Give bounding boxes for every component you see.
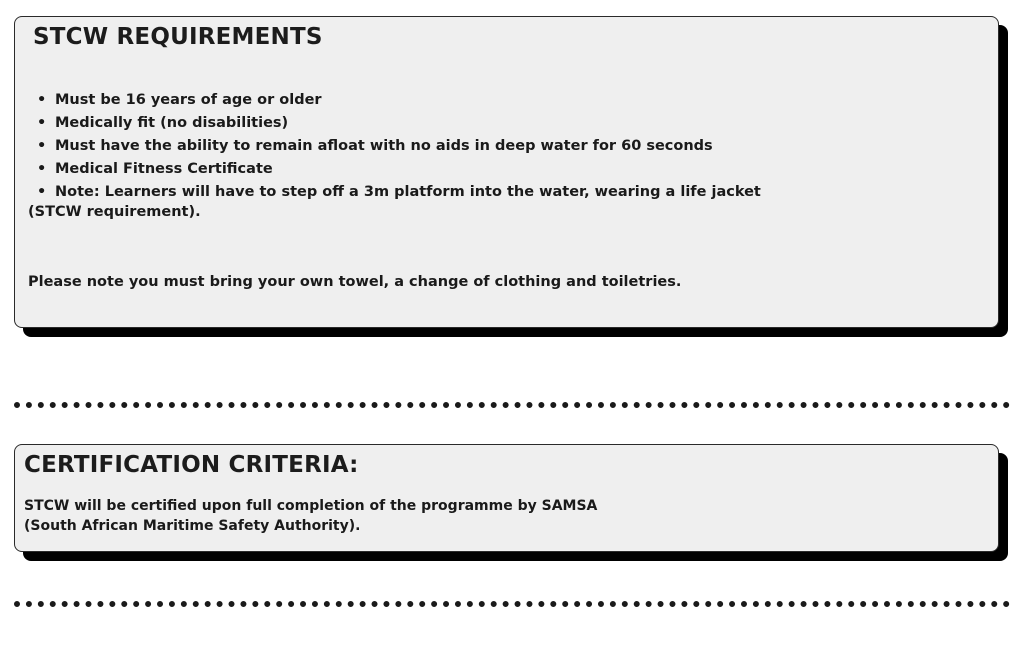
requirements-title: STCW REQUIREMENTS (33, 24, 323, 50)
list-item: • Must have the ability to remain afloat with no aids in deep water for 60 seconds (35, 135, 761, 158)
list-item: • Medical Fitness Certificate (35, 158, 761, 181)
requirements-continuation: (STCW requirement). (28, 204, 201, 220)
requirements-card (14, 16, 999, 328)
bring-items-note: Please note you must bring your own towel, a change of clothing and toiletries. (28, 274, 682, 290)
certification-text (24, 496, 597, 536)
certification-line: (South African Maritime Safety Authority). (24, 518, 361, 534)
dotted-divider (14, 402, 1010, 408)
list-item: • Note: Learners will have to step off a 3m platform into the water, wearing a life jacket (35, 181, 761, 204)
dotted-divider (14, 601, 1010, 607)
requirements-list (35, 89, 761, 204)
certification-title: CERTIFICATION CRITERIA: (24, 452, 359, 478)
certification-card (14, 444, 999, 552)
certification-line: STCW will be certified upon full completion of the programme by SAMSA (24, 498, 598, 514)
list-item: • Must be 16 years of age or older (35, 89, 761, 112)
list-item: • Medically fit (no disabilities) (35, 112, 761, 135)
